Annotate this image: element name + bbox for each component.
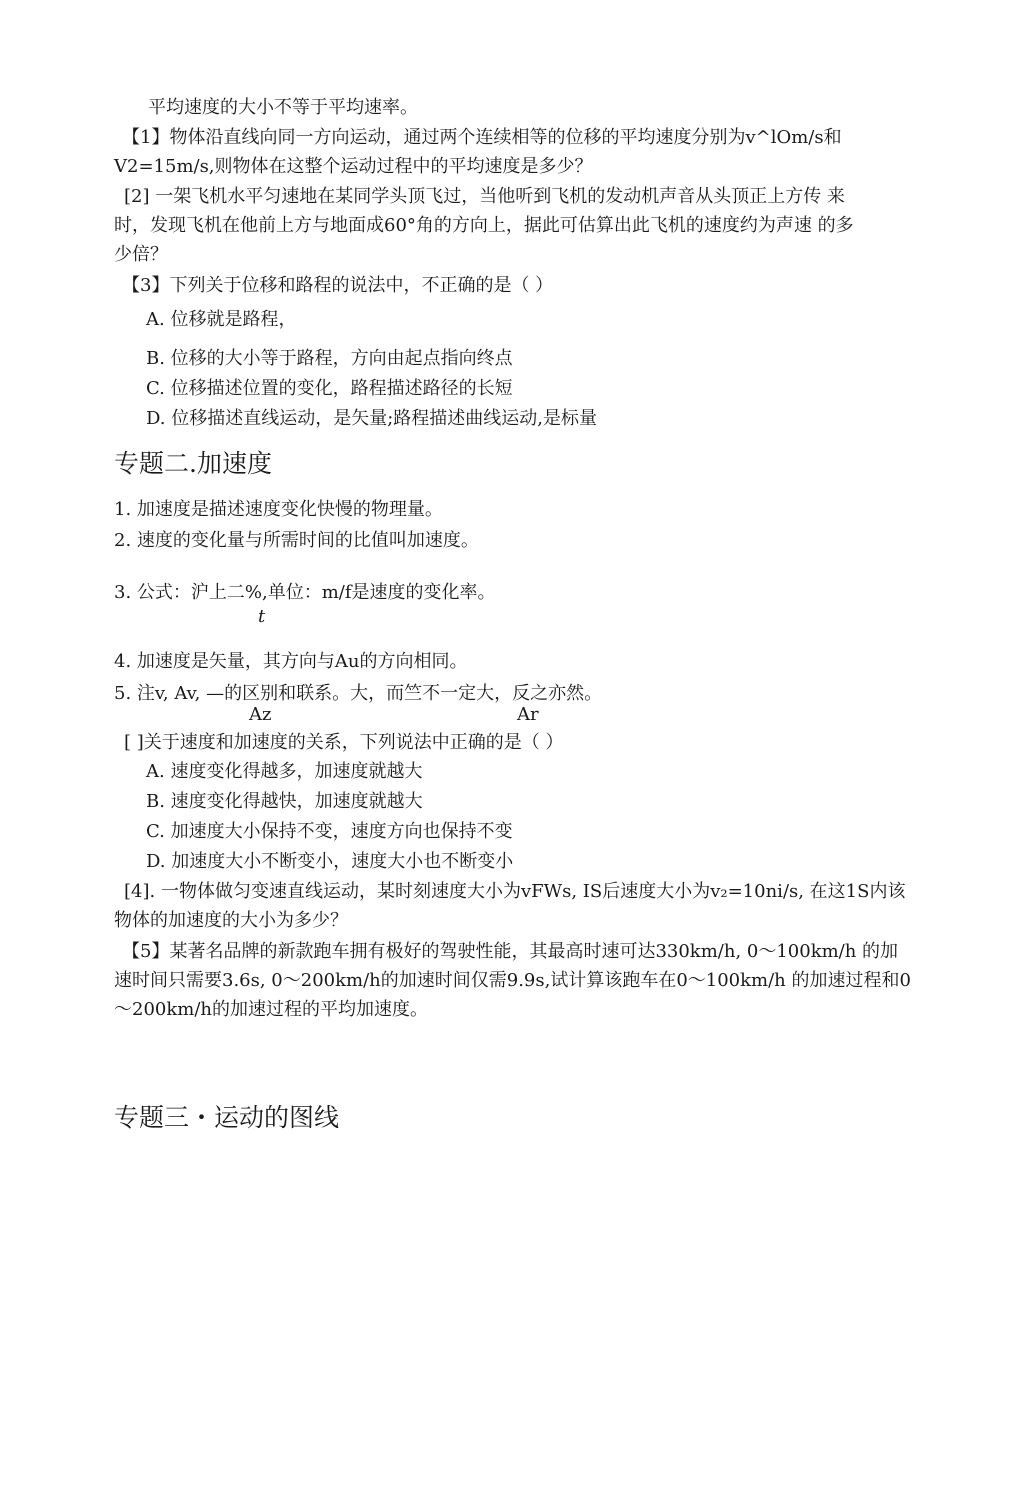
section-3-title: 专题三・运动的图线 [114, 1103, 340, 1132]
question-5-line-3: ～200km/h的加速过程的平均加速度。 [114, 999, 428, 1020]
question-3-option-a: A. 位移就是路程， [146, 309, 297, 330]
question-blank-option-b: B. 速度变化得越快，加速度就越大 [146, 791, 423, 812]
question-blank-option-a: A. 速度变化得越多，加速度就越大 [146, 761, 423, 782]
intro-text: 平均速度的大小不等于平均速率。 [148, 97, 418, 118]
question-5-line-1: 【5】某著名品牌的新款跑车拥有极好的驾驶性能，其最高时速可达330km/h, 0～100km/h 的加 [122, 941, 899, 962]
question-blank-option-d: D. 加速度大小不断变小，速度大小也不断变小 [146, 851, 514, 872]
section-2-item-5: 5. 注v, Av, —的区别和联系。大，而竺不一定大，反之亦然。 [114, 683, 603, 704]
section-2-title: 专题二.加速度 [114, 449, 272, 478]
question-4-line-1: [4]. 一物体做匀变速直线运动，某时刻速度大小为vFWs, IS后速度大小为v₂=10ni/s, 在这1S内该 [124, 881, 906, 902]
section-2-item-4: 4. 加速度是矢量，其方向与Au的方向相同。 [114, 651, 468, 672]
section-2-item-2: 2. 速度的变化量与所需时间的比值叫加速度。 [114, 530, 479, 551]
section-2-item-3: 3. 公式：沪上二%,单位：m/f是速度的变化率。 [114, 582, 496, 603]
subscript-az: Az [249, 704, 272, 725]
question-2-line-1: [2] 一架飞机水平匀速地在某同学头顶飞过，当他听到飞机的发动机声音从头顶正上方传 来 [124, 186, 845, 207]
question-3-option-d: D. 位移描述直线运动，是矢量;路程描述曲线运动,是标量 [146, 408, 598, 429]
subscript-ar: Ar [517, 704, 539, 725]
question-3-option-b: B. 位移的大小等于路程，方向由起点指向终点 [146, 348, 513, 369]
question-5-line-2: 速时间只需要3.6s, 0～200km/h的加速时间仅需9.9s,试计算该跑车在0～100km/h 的加速过程和0 [114, 970, 911, 991]
question-2-line-3: 少倍？ [114, 244, 168, 265]
question-3-stem: 【3】下列关于位移和路程的说法中，不正确的是（ ） [122, 275, 554, 296]
formula-denominator-t: t [258, 606, 266, 627]
question-2-line-2: 时，发现飞机在他前上方与地面成60°角的方向上，据此可估算出此飞机的速度约为声速 的多 [114, 215, 854, 236]
question-4-line-2: 物体的加速度的大小为多少？ [114, 910, 348, 931]
section-2-item-1: 1. 加速度是描述速度变化快慢的物理量。 [114, 499, 443, 520]
question-1-line-2: V2=15m/s,则物体在这整个运动过程中的平均速度是多少？ [114, 156, 593, 177]
question-blank-option-c: C. 加速度大小保持不变，速度方向也保持不变 [146, 821, 513, 842]
question-blank-stem: [ ]关于速度和加速度的关系，下列说法中正确的是（ ） [124, 732, 564, 753]
question-3-option-c: C. 位移描述位置的变化，路程描述路径的长短 [146, 378, 513, 399]
question-1-line-1: 【1】物体沿直线向同一方向运动，通过两个连续相等的位移的平均速度分别为v^lOm/s和 [122, 127, 842, 148]
